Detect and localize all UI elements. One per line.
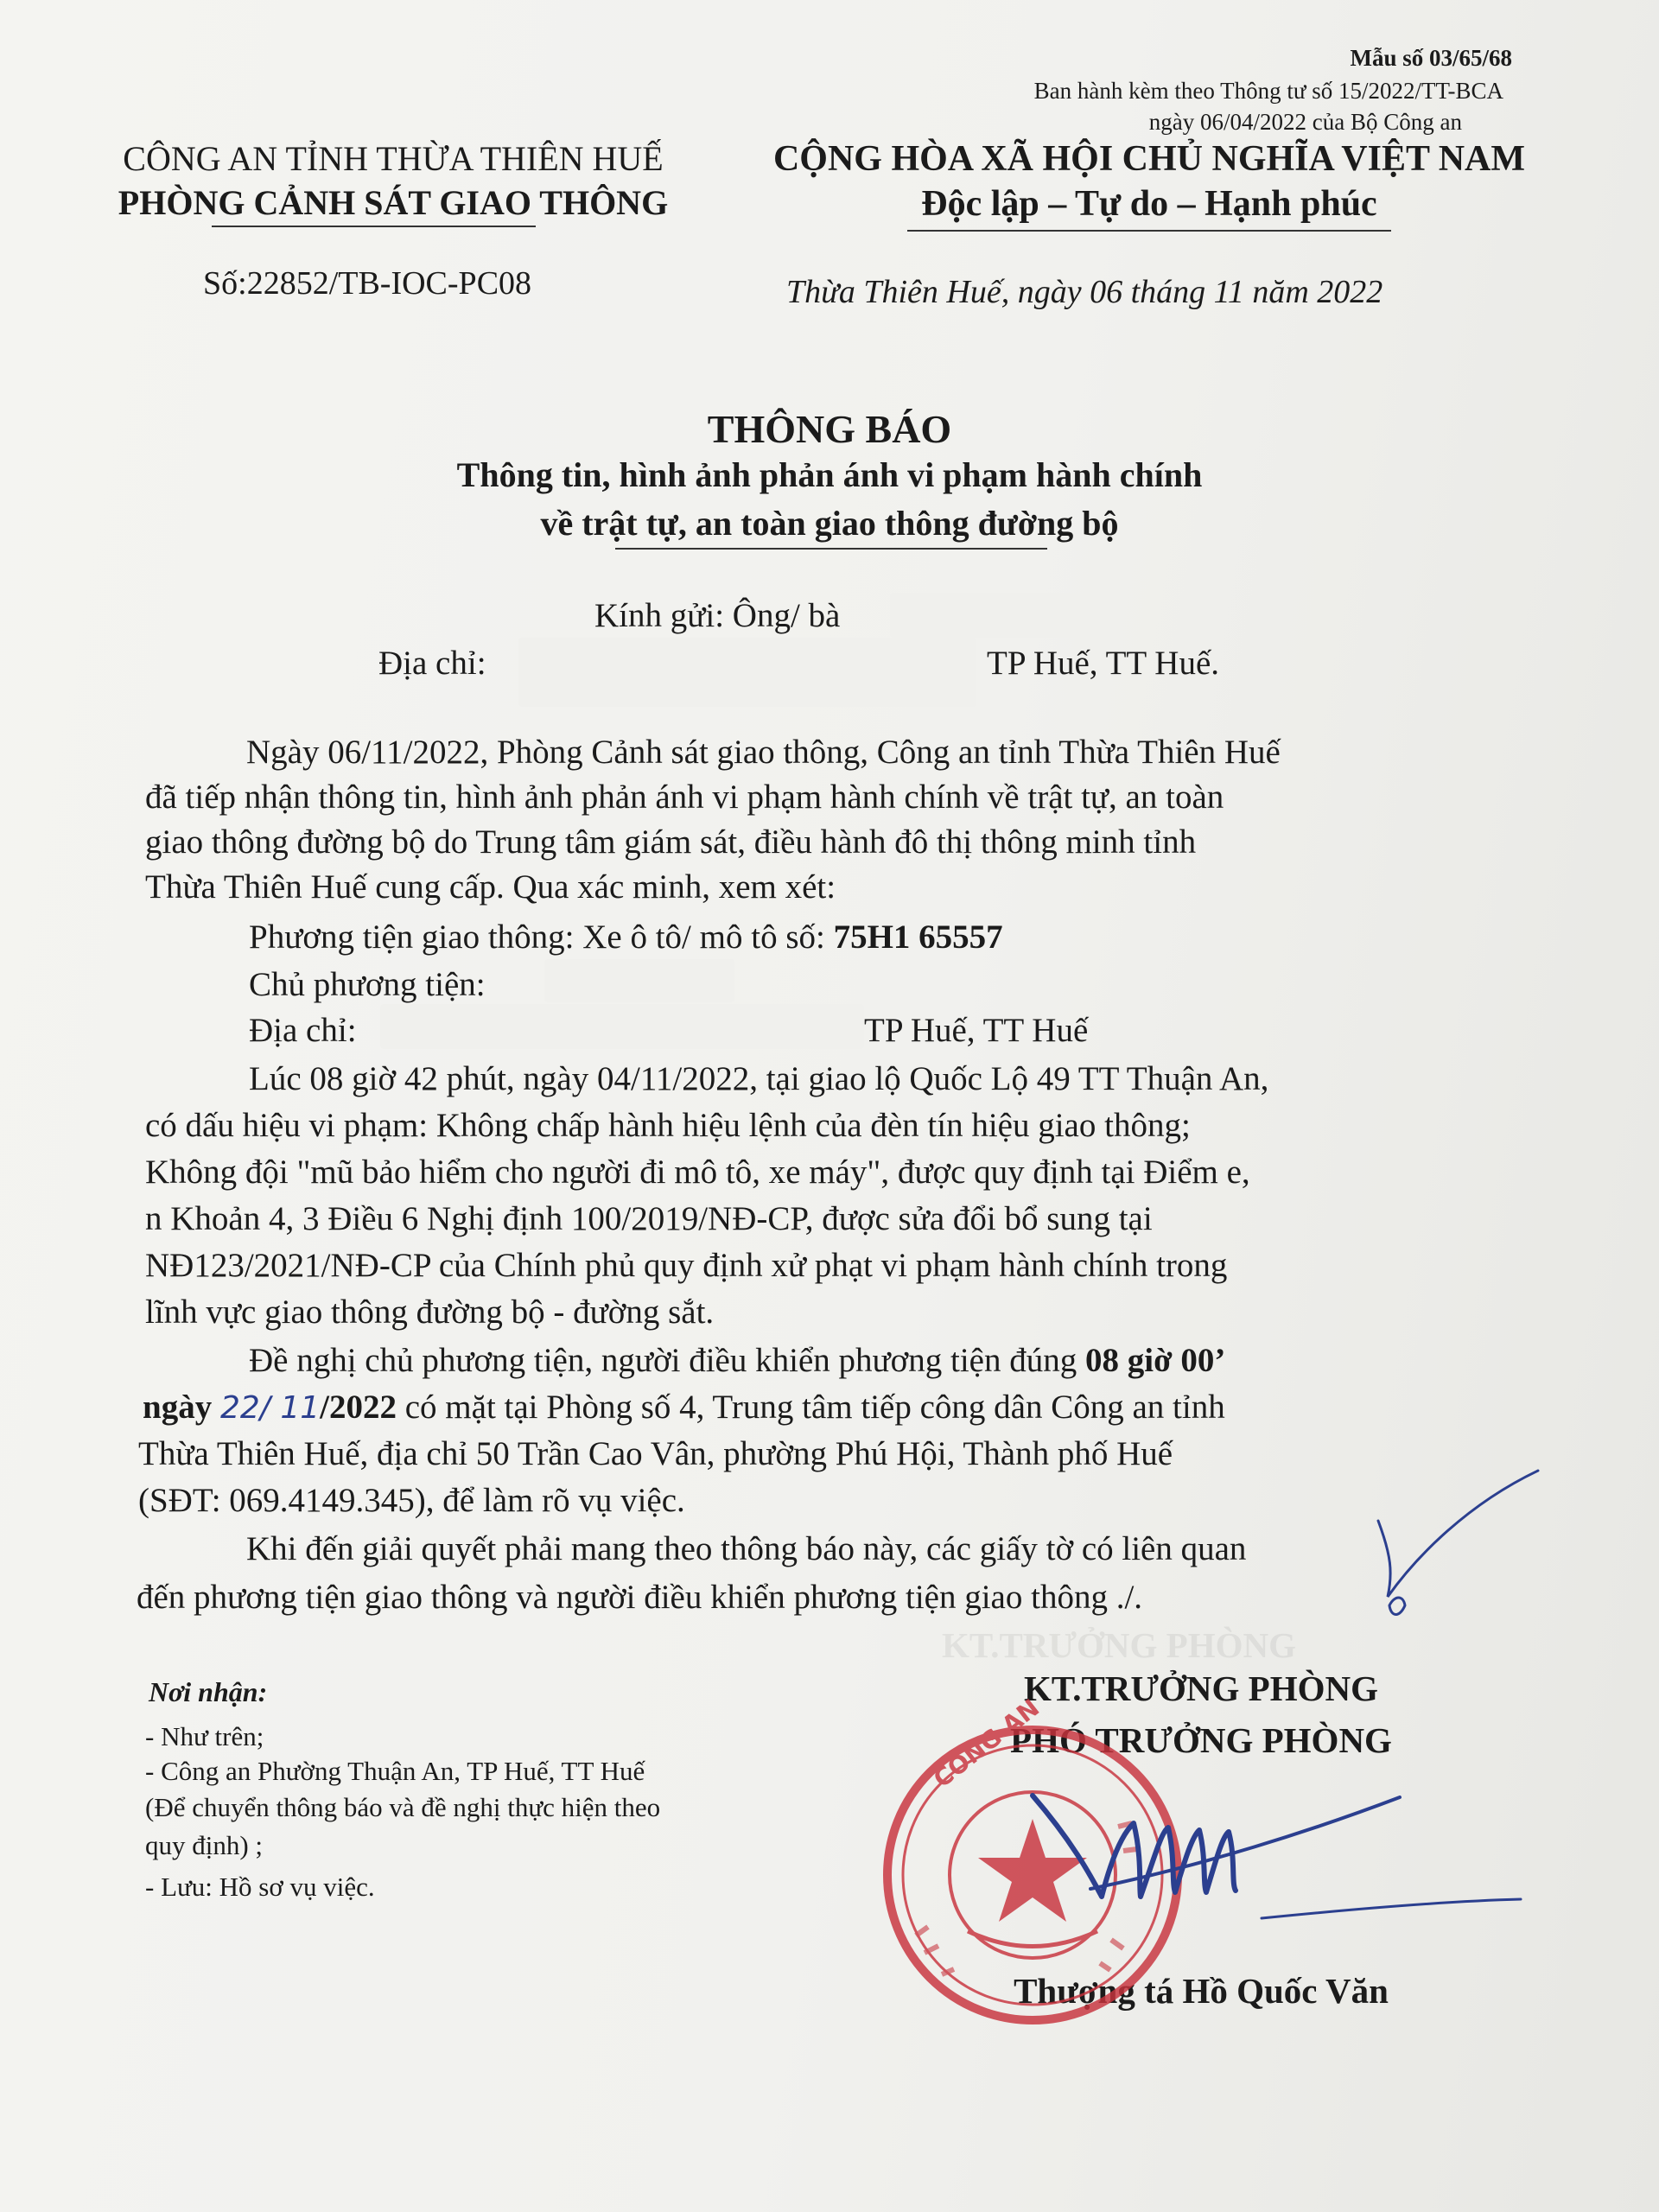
owner-label: Chủ phương tiện:	[249, 966, 486, 1003]
request-intro: Đề nghị chủ phương tiện, người điều khiển phương tiện đúng	[249, 1342, 1077, 1379]
national-motto: Độc lập – Tự do – Hạnh phúc	[921, 184, 1377, 224]
handwritten-date: 22/ 11	[219, 1390, 321, 1426]
owner-address-suffix: TP Huế, TT Huế	[864, 1012, 1089, 1049]
violation-line: Không đội "mũ bảo hiểm cho người đi mô tô, xe máy", được quy định tại Điểm e,	[145, 1154, 1250, 1191]
request-line4: (SĐT: 069.4149.345), để làm rõ vụ việc.	[138, 1482, 685, 1519]
address-label: Địa chỉ:	[378, 645, 486, 682]
document-subtitle-2: về trật tự, an toàn giao thông đường bộ	[540, 504, 1119, 543]
signer-name: Thượng tá Hồ Quốc Văn	[1014, 1971, 1389, 2011]
request-day-label: ngày	[143, 1389, 213, 1426]
show-through-text: KT.TRƯỞNG PHÒNG	[942, 1625, 1296, 1665]
vehicle-label: Phương tiện giao thông: Xe ô tô/ mô tô số:	[249, 918, 825, 956]
para1-line: Thừa Thiên Huế cung cấp. Qua xác minh, xem xét:	[145, 868, 836, 906]
recipient-item: quy định) ;	[145, 1830, 264, 1860]
para1-line: đã tiếp nhận thông tin, hình ảnh phản ánh vi phạm hành chính về trật tự, an toàn	[145, 779, 1224, 816]
recipient-item: - Như trên;	[145, 1721, 264, 1751]
form-issued-line1: Ban hành kèm theo Thông tư số 15/2022/TT-BCA	[1033, 78, 1503, 104]
reference-number: Số:22852/TB-IOC-PC08	[203, 265, 532, 302]
violation-line: lĩnh vực giao thông đường bộ - đường sắt.	[145, 1294, 715, 1331]
para1-line: giao thông đường bộ do Trung tâm giám sát, điều hành đô thị thông minh tỉnh	[145, 823, 1197, 861]
signature-title-1: KT.TRƯỞNG PHÒNG	[1024, 1669, 1378, 1708]
request-time: 08 giờ 00’	[1085, 1342, 1226, 1379]
agency-name: CÔNG AN TỈNH THỪA THIÊN HUẾ	[123, 139, 664, 178]
violation-line: n Khoản 4, 3 Điều 6 Nghị định 100/2019/NĐ-CP, được sửa đổi bổ sung tại	[145, 1200, 1153, 1237]
country-name: CỘNG HÒA XÃ HỘI CHỦ NGHĨA VIỆT NAM	[772, 139, 1526, 179]
handwritten-signature	[1033, 1796, 1521, 1918]
form-number: Mẫu số 03/65/68	[1350, 45, 1512, 71]
seal-text: CÔNG AN	[927, 1693, 1046, 1794]
request-line3: Thừa Thiên Huế, địa chỉ 50 Trần Cao Vân, phường Phú Hội, Thành phố Huế	[138, 1435, 1173, 1472]
closing-line2: đến phương tiện giao thông và người điều khiển phương tiện giao thông ./.	[137, 1579, 1143, 1616]
request-year: /2022	[320, 1389, 397, 1426]
closing-line1: Khi đến giải quyết phải mang theo thông báo này, các giấy tờ có liên quan	[246, 1530, 1247, 1567]
violation-line: NĐ123/2021/NĐ-CP của Chính phủ quy định xử phạt vi phạm hành chính trong	[145, 1247, 1228, 1284]
greeting: Kính gửi: Ông/ bà	[594, 597, 841, 634]
request-location: có mặt tại Phòng số 4, Trung tâm tiếp công dân Công an tỉnh	[404, 1389, 1225, 1426]
document-title: THÔNG BÁO	[707, 407, 952, 451]
violation-line: có dấu hiệu vi phạm: Không chấp hành hiệu lệnh của đèn tín hiệu giao thông;	[145, 1107, 1191, 1144]
signature-title-2: PHÓ TRƯỞNG PHÒNG	[1010, 1720, 1392, 1760]
form-issued-line2: ngày 06/04/2022 của Bộ Công an	[1148, 109, 1462, 135]
department-name: PHÒNG CẢNH SÁT GIAO THÔNG	[118, 183, 669, 222]
vehicle-plate: 75H1 65557	[833, 918, 1003, 956]
owner-address-label: Địa chỉ:	[249, 1012, 357, 1049]
recipient-item: - Lưu: Hồ sơ vụ việc.	[145, 1872, 375, 1902]
address-suffix: TP Huế, TT Huế.	[987, 645, 1220, 682]
recipients-heading: Nơi nhận:	[149, 1676, 268, 1707]
recipient-item: (Để chuyển thông báo và đề nghị thực hiện theo	[145, 1792, 661, 1822]
violation-line: Lúc 08 giờ 42 phút, ngày 04/11/2022, tại giao lộ Quốc Lộ 49 TT Thuận An,	[249, 1060, 1269, 1097]
document-subtitle-1: Thông tin, hình ảnh phản ánh vi phạm hành chính	[456, 455, 1203, 494]
place-date: Thừa Thiên Huế, ngày 06 tháng 11 năm 2022	[786, 274, 1383, 310]
para1-line: Ngày 06/11/2022, Phòng Cảnh sát giao thông, Công an tỉnh Thừa Thiên Huế	[246, 734, 1281, 771]
official-seal-icon	[887, 1693, 1178, 2020]
recipient-item: - Công an Phường Thuận An, TP Huế, TT Huế	[145, 1756, 645, 1786]
pen-check-mark	[1378, 1471, 1538, 1615]
